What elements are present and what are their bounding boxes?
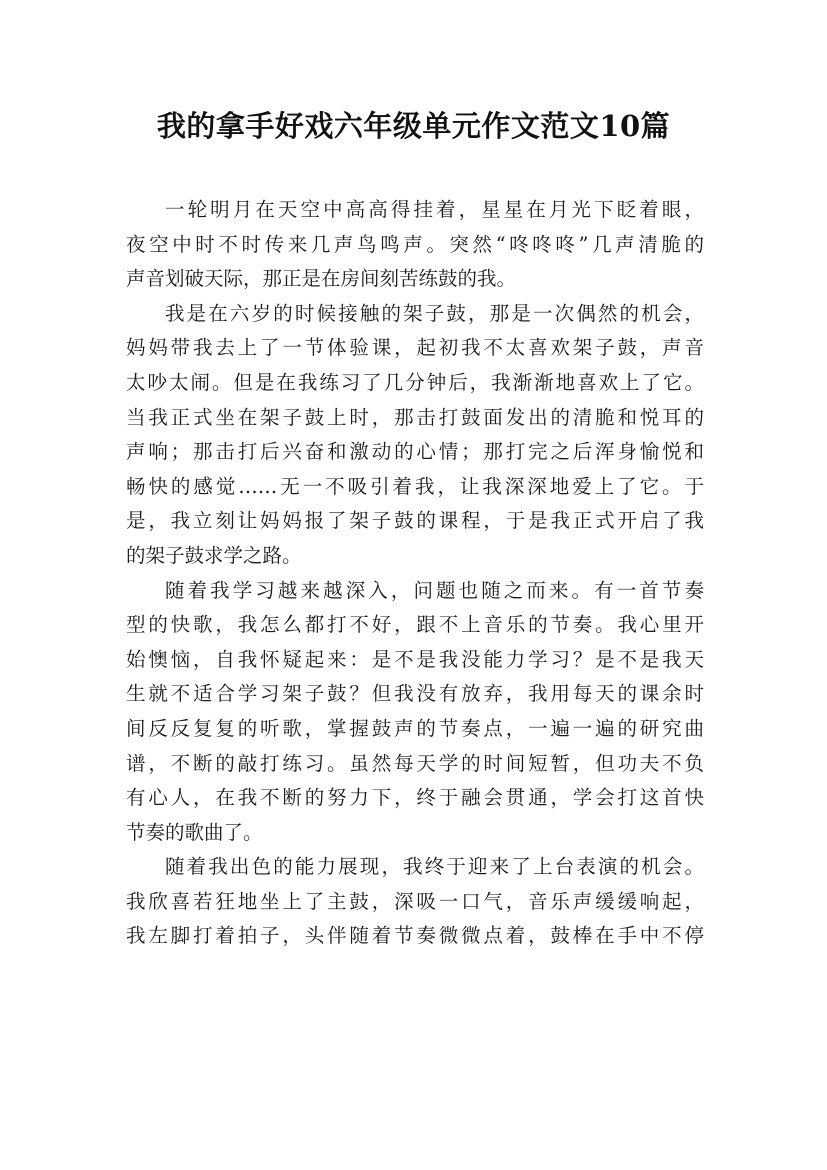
text-line: 我是在六岁的时候接触的架子鼓，那是一次偶然的机会， <box>165 301 704 325</box>
text-line: 我欣喜若狂地坐上了主鼓，深吸一口气，音乐声缓缓响起， <box>126 889 704 913</box>
text-line: 始懊恼，自我怀疑起来：是不是我没能力学习？是不是我天 <box>126 647 704 671</box>
text-line: 节奏的歌曲了。 <box>126 820 263 844</box>
text-line: 声音划破天际，那正是在房间刻苦练鼓的我。 <box>126 267 517 291</box>
text-line: 型的快歌，我怎么都打不好，跟不上音乐的节奏。我心里开 <box>126 613 704 637</box>
text-line: 妈妈带我去上了一节体验课，起初我不太喜欢架子鼓，声音 <box>126 336 704 360</box>
text-line: 夜空中时不时传来几声鸟鸣声。突然“咚咚咚”几声清脆的 <box>126 232 704 256</box>
text-line: 间反反复复的听歌，掌握鼓声的节奏点，一遍一遍的研究曲 <box>126 716 704 740</box>
text-line: 谱，不断的敲打练习。虽然每天学的时间短暂，但功夫不负 <box>126 751 704 775</box>
text-line: 是，我立刻让妈妈报了架子鼓的课程，于是我正式开启了我 <box>126 509 704 533</box>
text-line: 有心人，在我不断的努力下，终于融会贯通，学会打这首快 <box>126 786 704 810</box>
text-line: 的架子鼓求学之路。 <box>126 543 302 567</box>
text-line: 当我正式坐在架子鼓上时，那击打鼓面发出的清脆和悦耳的 <box>126 405 704 429</box>
text-line: 声响；那击打后兴奋和激动的心情；那打完之后浑身愉悦和 <box>126 440 704 464</box>
essay-body <box>126 193 704 954</box>
text-line: 畅快的感觉……无一不吸引着我，让我深深地爱上了它。于 <box>126 474 704 498</box>
text-line: 一轮明月在天空中高高得挂着，星星在月光下眨着眼， <box>165 198 704 221</box>
text-line: 生就不适合学习架子鼓？但我没有放弃，我用每天的课余时 <box>126 682 704 706</box>
text-line: 随着我出色的能力展现，我终于迎来了上台表演的机会。 <box>165 855 704 879</box>
document-title: 我的拿手好戏六年级单元作文范文10篇 <box>156 109 671 143</box>
text-line: 太吵太闹。但是在我练习了几分钟后，我渐渐地喜欢上了它。 <box>126 370 704 394</box>
text-line: 随着我学习越来越深入，问题也随之而来。有一首节奏 <box>165 578 704 602</box>
text-line: 我左脚打着拍子，头伴随着节奏微微点着，鼓棒在手中不停 <box>126 924 704 948</box>
